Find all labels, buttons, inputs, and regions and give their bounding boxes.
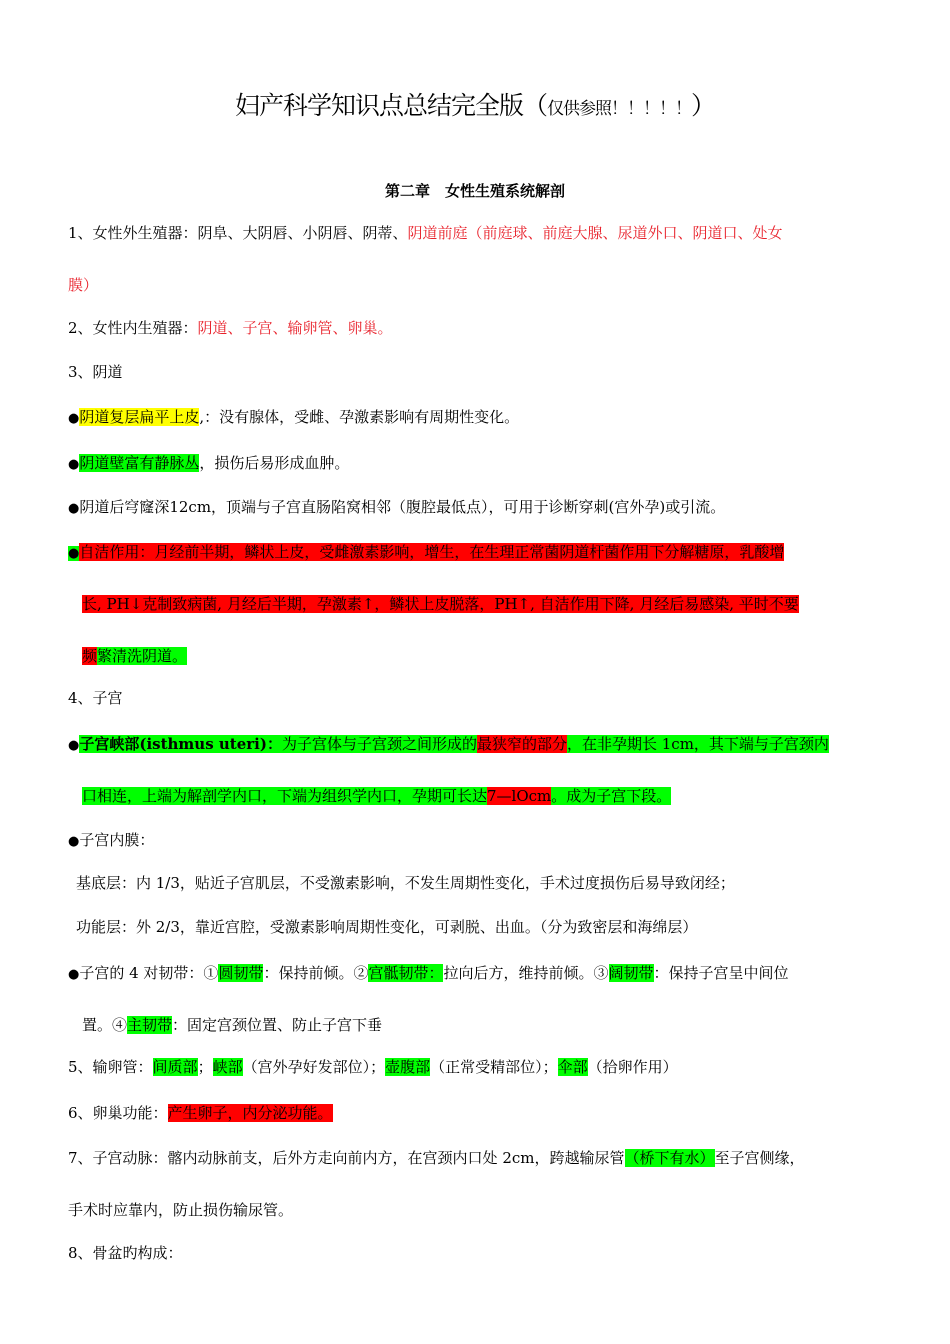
highlight-green: （桥下有水） [624,1149,715,1167]
highlight-green: 间质部 [152,1058,198,1076]
vagina-bullet-2 [68,452,349,473]
vagina-bullet-4-cont-1 [82,593,799,614]
chapter-heading: 第二章 女性生殖系统解剖 [384,182,565,200]
item-1-text: 1、女性外生殖器：阴阜、大阴唇、小阴唇、阴蒂、 [68,224,408,242]
item-5-text: （拾卵作用） [587,1058,678,1076]
highlight-green: 为子宫体与子宫颈之间形成的 [281,735,477,753]
item-1-continuation: 膜） [68,276,99,294]
vagina-bullet-2-text: ，损伤后易形成血肿。 [199,454,350,472]
bullet-icon: ● [68,967,80,982]
uterus-bullet-3-cont [82,1014,382,1035]
highlight-green: 口相连，上端为解剖学内口，下端为组织学内口，孕期可长达 [82,787,488,805]
ligament-text: ：固定宫颈位置、防止子宫下垂 [172,1016,383,1034]
title-main: 妇产科学知识点总结完全版 [234,91,523,120]
item-5-line [68,1056,678,1077]
ligament-text: ：保持前倾。② [263,964,369,982]
bullet-icon: ● [68,457,80,472]
uterus-bullet-1 [68,733,829,754]
highlight-green: 宫骶韧带： [368,964,444,982]
item-5-text: 5、输卵管： [68,1058,153,1076]
uterus-bullet-2-text: 子宫内膜： [79,831,155,849]
vagina-bullet-3-text: 阴道后穹窿深12cm，顶端与子宫直肠陷窝相邻（腹腔最低点），可用于诊断穿刺(宫外孕)或引流。 [79,498,726,516]
item-5-text: ； [197,1058,213,1076]
highlight-green: ，在非孕期长 1cm，其下端与子宫颈内 [566,735,829,753]
highlight-yellow: 阴道复层扁平上皮 [79,408,200,426]
highlight-green: 阴道壁富有静脉丛 [79,454,200,472]
highlight-red: 最狭窄的部分 [476,735,567,753]
highlight-red: 频 [82,647,98,665]
bullet-icon: ● [68,411,80,426]
ligament-text: 拉向后方，维持前倾。③ [443,964,609,982]
uterus-bullet-3 [68,962,789,983]
document-title [0,86,950,122]
highlight-green: 圆韧带 [218,964,264,982]
ligament-text: ：保持子宫呈中间位 [653,964,789,982]
vagina-bullet-4 [68,541,784,562]
uterus-bullet-1-cont [82,785,671,806]
item-1-line [68,222,783,243]
item-4-heading: 4、子宫 [68,689,123,707]
highlight-red: 长, PH↓克制致病菌, 月经后半期，孕激素↑，鳞状上皮脱落，PH↑, 自洁作用下降, 月经后易感染, 平时不要 [82,595,799,613]
highlight-green: 阔韧带 [608,964,654,982]
highlight-green: 繁清洗阴道。 [97,647,188,665]
item-5-text: （正常受精部位）； [430,1058,558,1076]
ligament-text: 置。④ [82,1016,128,1034]
bullet-icon: ● [68,834,80,849]
title-open-paren: （ [522,91,547,120]
highlight-green: 。成为子宫下段。 [551,787,672,805]
item-2-line [68,317,393,338]
highlight-green: 壶腹部 [385,1058,431,1076]
item-2-highlight: 阴道、子宫、输卵管、卵巢。 [197,319,393,337]
highlight-green: 峡部 [212,1058,243,1076]
uterus-bullet-2 [68,829,154,850]
bullet-icon: ● [68,501,80,516]
highlight-green: 主韧带 [127,1016,173,1034]
vagina-bullet-1 [68,406,519,427]
ligament-text: 子宫的 4 对韧带：① [79,964,219,982]
item-6-line [68,1102,333,1123]
item-2-text: 2、女性内生殖器： [68,319,198,337]
uterus-basal-layer: 基底层：内 1/3，贴近子宫肌层，不受激素影响，不发生周期性变化，手术过度损伤后易导致闭经； [76,874,735,892]
item-7-text: 至子宫侧缘， [714,1149,805,1167]
item-5-text: （宫外孕好发部位）； [242,1058,386,1076]
item-7-text: 7、子宫动脉：髂内动脉前支，后外方走向前内方，在宫颈内口处 2cm， [68,1149,550,1167]
highlight-green: 伞部 [557,1058,588,1076]
vagina-bullet-1-text: ,：没有腺体，受雌、孕激素影响有周期性变化。 [199,408,520,426]
item-1-highlight: 阴道前庭（前庭球、前庭大腺、尿道外口、阴道口、处女 [407,224,783,242]
highlight-green: 子宫峡部(isthmus uteri)： [79,735,282,753]
vagina-bullet-4-cont-2 [82,645,187,666]
item-8-heading: 8、骨盆旳构成： [68,1244,183,1262]
item-7-text: 跨越输尿管 [549,1149,625,1167]
item-6-text: 6、卵巢功能： [68,1104,168,1122]
bullet-icon: ● [68,546,80,561]
highlight-red: 自洁作用：月经前半期，鳞状上皮，受雌激素影响，增生，在生理正常菌阴道杆菌作用下分解糖原，乳酸增 [79,543,785,561]
item-7-line [68,1147,805,1168]
title-close-paren: ） [691,91,716,120]
item-7-continuation: 手术时应靠内，防止损伤输尿管。 [68,1201,294,1219]
uterus-functional-layer: 功能层：外 2/3，靠近宫腔，受激素影响周期性变化，可剥脱、出血。（分为致密层和海绵层） [76,918,698,936]
item-3-heading: 3、阴道 [68,363,123,381]
bullet-icon: ● [68,738,80,753]
highlight-red: 产生卵子，内分泌功能。 [167,1104,333,1122]
vagina-bullet-3 [68,496,725,517]
highlight-red: 7—lOcm [487,787,552,805]
title-subtitle: 仅供参照！！！！！ [547,99,691,119]
